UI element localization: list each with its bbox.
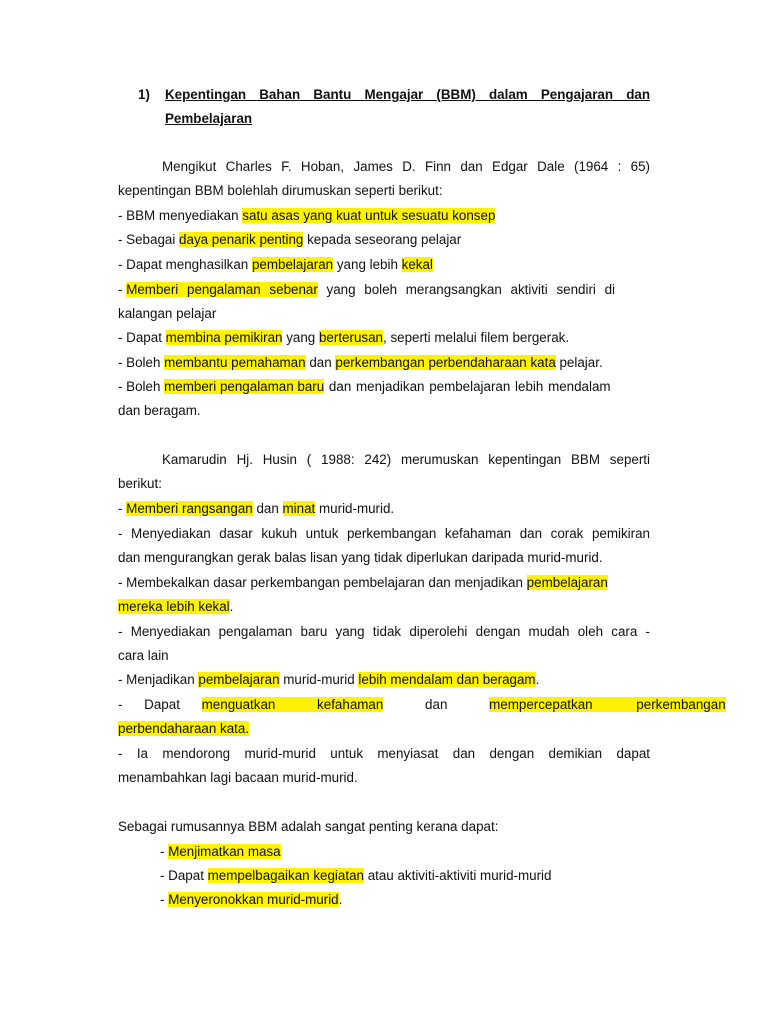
heading-number: 1) <box>138 87 150 102</box>
section2-bullet-6-continuation: perbendaharaan kata. <box>118 721 250 736</box>
section2-bullet-4-line1: - Menyediakan pengalaman baru yang tidak diperolehi dengan mudah oleh cara - <box>118 624 650 639</box>
section1-bullet-7: - Boleh memberi pengalaman baru dan menjadikan pembelajaran lebih mendalam <box>118 379 611 394</box>
section2-intro-line1: Kamarudin Hj. Husin ( 1988: 242) merumuskan kepentingan BBM seperti <box>162 452 650 467</box>
section2-intro-line2: berikut: <box>118 476 162 491</box>
heading-title-line1: Kepentingan Bahan Bantu Mengajar (BBM) dalam Pengajaran dan <box>165 87 650 102</box>
section1-bullet-2: - Sebagai daya penarik penting kepada seseorang pelajar <box>118 232 462 247</box>
section1-bullet-5: - Dapat membina pemikiran yang berterusan, seperti melalui filem bergerak. <box>118 330 570 345</box>
section1-intro-line2: kepentingan BBM bolehlah dirumuskan seperti berikut: <box>118 183 443 198</box>
section3-bullet-3: - Menyeronokkan murid-murid. <box>160 892 343 907</box>
section2-bullet-1: - Memberi rangsangan dan minat murid-murid. <box>118 501 395 516</box>
section2-bullet-4-line2: cara lain <box>118 648 169 663</box>
section2-bullet-7-line1: - Ia mendorong murid-murid untuk menyiasat dan dengan demikian dapat <box>118 746 650 761</box>
section2-bullet-7-line2: menambahkan lagi bacaan murid-murid. <box>118 770 358 785</box>
heading-title-line2: Pembelajaran <box>165 111 253 126</box>
section1-intro-line1: Mengikut Charles F. Hoban, James D. Finn dan Edgar Dale (1964 : 65) <box>162 159 650 174</box>
section1-bullet-4: - Memberi pengalaman sebenar yang boleh merangsangkan aktiviti sendiri di <box>118 282 616 297</box>
section2-bullet-5: - Menjadikan pembelajaran murid-murid lebih mendalam dan beragam. <box>118 672 540 687</box>
section3-bullet-1: - Menjimatkan masa <box>160 844 281 859</box>
section3-intro: Sebagai rumusannya BBM adalah sangat penting kerana dapat: <box>118 819 499 834</box>
section1-bullet-6: - Boleh membantu pemahaman dan perkembangan perbendaharaan kata pelajar. <box>118 355 603 370</box>
section2-bullet-2-line1: - Menyediakan dasar kukuh untuk perkembangan kefahaman dan corak pemikiran <box>118 526 650 541</box>
section2-bullet-3: - Membekalkan dasar perkembangan pembelajaran dan menjadikan pembelajaran <box>118 575 608 590</box>
section3-bullet-2: - Dapat mempelbagaikan kegiatan atau aktiviti-aktiviti murid-murid <box>160 868 552 883</box>
section2-bullet-2-line2: dan mengurangkan gerak balas lisan yang tidak diperlukan daripada murid-murid. <box>118 550 603 565</box>
section2-bullet-3-continuation: mereka lebih kekal. <box>118 599 234 614</box>
section1-bullet-4-continuation: kalangan pelajar <box>118 306 217 321</box>
section1-bullet-3: - Dapat menghasilkan pembelajaran yang lebih kekal <box>118 257 433 272</box>
section1-bullet-7-continuation: dan beragam. <box>118 403 201 418</box>
section1-bullet-1: - BBM menyediakan satu asas yang kuat untuk sesuatu konsep <box>118 208 496 223</box>
section2-bullet-6: - Dapat menguatkan kefahaman dan mempercepatkan perkembangan <box>118 697 726 712</box>
